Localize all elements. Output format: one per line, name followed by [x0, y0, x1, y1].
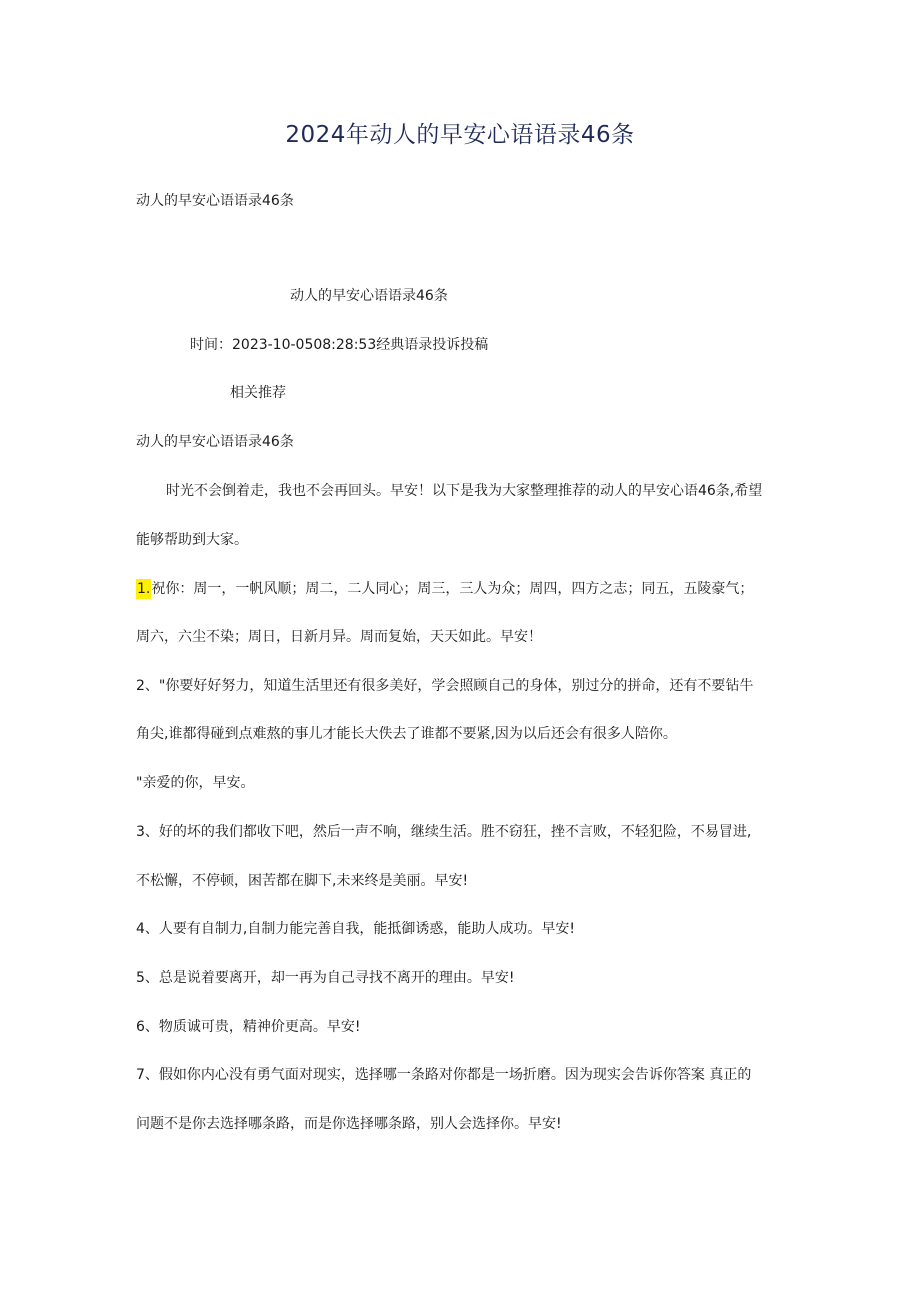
- center-heading: 动人的早安心语语录46条: [290, 288, 448, 304]
- item-3-line-1: 3、好的坏的我们都收下吧，然后一声不响，继续生活。胜不窃狂，挫不言败，不轻犯险，不易冒进,: [136, 824, 752, 840]
- item-2-line-3: "亲爱的你，早安。: [136, 775, 255, 791]
- intro-line-1: 时光不会倒着走，我也不会再回头。早安！以下是我为大家整理推荐的动人的早安心语46条,希望: [166, 483, 763, 499]
- meta-line: 时间：2023-10-0508:28:53经典语录投诉投稿: [190, 337, 489, 353]
- item-2-line-1: 2、"你要好好努力，知道生活里还有很多美好，学会照顾自己的身体，别过分的拼命，还有不要钻牛: [136, 678, 754, 694]
- item-1-text: 祝你：周一，一帆风顺；周二，二人同心；周三，三人为众；周四，四方之志；同五，五陵豪气；: [151, 581, 754, 597]
- item-1-line-2: 周六，六尘不染；周日，日新月异。周而复始，天天如此。早安！: [136, 629, 542, 645]
- item-7-line-2: 问题不是你去选择哪条路，而是你选择哪条路，别人会选择你。早安!: [136, 1116, 562, 1132]
- item-1-line-1: [136, 579, 753, 599]
- item-3-line-2: 不松懈，不停顿，困苦都在脚下,未来终是美丽。早安!: [136, 873, 469, 889]
- item-2-line-2: 角尖,谁都得碰到点难熬的事儿才能长大佚去了谁都不要紧,因为以后还会有很多人陪你。: [136, 726, 677, 742]
- item-1-number: 1.: [137, 581, 151, 597]
- document-title: 2024年动人的早安心语语录46条: [285, 122, 635, 148]
- item-4: 4、人要有自制力,自制力能完善自我，能抵御诱惑，能助人成功。早安!: [136, 921, 575, 937]
- section-title: 动人的早安心语语录46条: [136, 434, 294, 450]
- item-5: 5、总是说着要离开，却一再为自己寻找不离开的理由。早安!: [136, 970, 515, 986]
- item-7-line-1: 7、假如你内心没有勇气面对现实，选择哪一条路对你都是一场折磨。因为现实会告诉你答案 真正的: [136, 1067, 752, 1083]
- item-6: 6、物质诚可贵，精神价更高。早安!: [136, 1019, 361, 1035]
- intro-line-2: 能够帮助到大家。: [136, 532, 248, 548]
- document-subtitle: 动人的早安心语语录46条: [136, 193, 294, 209]
- related-recommendations: 相关推荐: [230, 385, 286, 401]
